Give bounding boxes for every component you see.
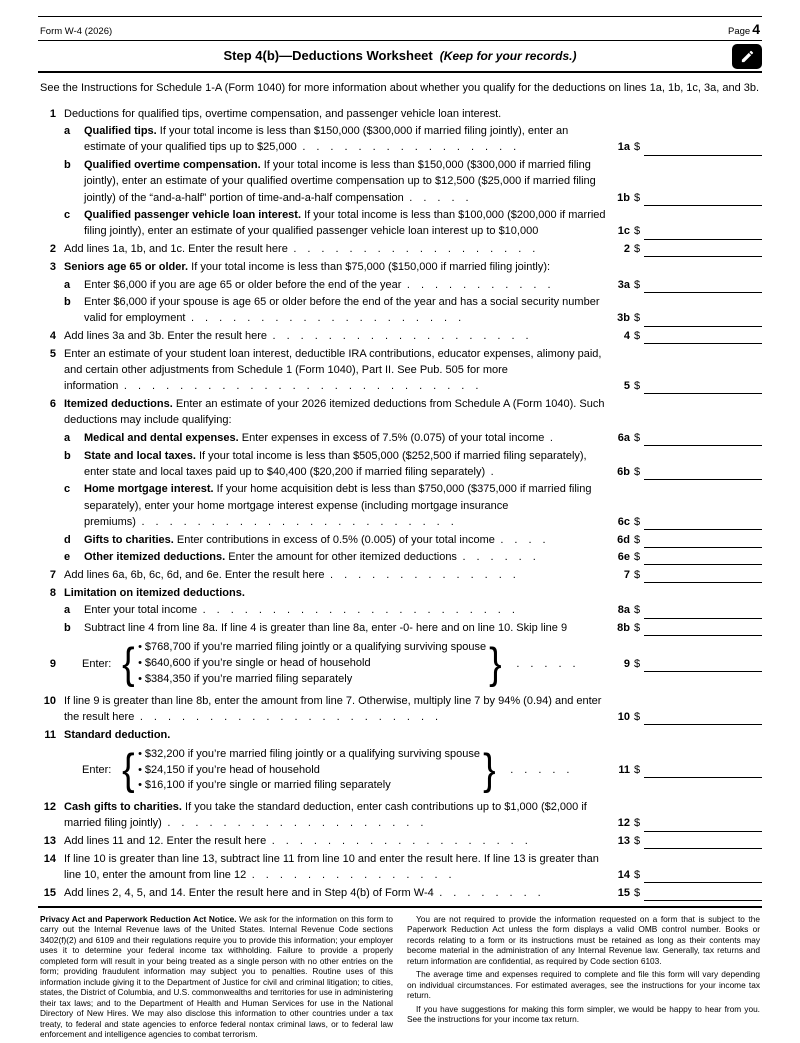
page-number: 4 [752,21,760,37]
line-number: 1 [49,107,56,120]
line-letter: b [64,296,71,309]
amount-field-15[interactable] [644,887,762,901]
dollar-sign: $ [633,225,641,238]
line-letter: c [64,483,71,496]
entry-cell-6b [608,464,762,480]
line-letter: a [64,278,71,291]
worksheet-row-7 [38,567,762,583]
amount-field-6c[interactable] [644,516,762,530]
entry-line-label: 9 [623,657,630,670]
brace-flex [64,746,608,795]
line-text: Add lines 11 and 12. Enter the result here . . . . . . . . . . . . . . . . . . . [64,835,528,848]
line-number: 5 [49,347,56,360]
entry-cell-12 [608,816,762,832]
line-number [38,448,64,480]
option-item [138,763,480,779]
worksheet-row-a [38,430,762,446]
dollar-sign: $ [633,141,641,154]
worksheet-row-b [38,157,762,206]
line-lead-bold: Medical and dental expenses. [84,431,239,444]
line-text: State and local taxes. If your total income is less than $505,000 ($252,500 if married filing separately), enter state and local taxes paid up to $40,400 ($20,200 if married filing separately) . [84,449,587,478]
entry-line-label: 11 [618,764,630,777]
dollar-sign: $ [633,764,641,777]
line-letter: e [64,551,71,564]
worksheet-row-1 [38,106,762,122]
dollar-sign: $ [633,835,641,848]
entry-cell-2 [608,241,762,257]
worksheet-row-3 [38,259,762,275]
line-lead-bold: Itemized deductions. [64,397,173,410]
line-number: 15 [43,886,56,899]
dot-leader: . . . . . . . . [433,886,541,899]
line-letter: a [64,604,71,617]
entry-line-label: 10 [617,710,630,723]
option-list [136,639,488,688]
line-text: Enter your total income . . . . . . . . . . . . . . . . . . . . . . . [84,604,515,617]
line-number [38,294,64,326]
bullet-icon: • [138,747,142,760]
amount-field-5[interactable] [644,380,762,394]
worksheet-row-2 [38,241,762,257]
worksheet-row-5 [38,346,762,395]
dot-leader: . . . . . . . . . . . . . . . . . . [287,243,536,256]
line-lead-bold: Other itemized deductions. [84,551,226,564]
line-text: Home mortgage interest. If your home acquisition debt is less than $750,000 ($375,000 if married filing separately), enter your home mortgage interest expense (including mortgage insurance premiums) . . . . . . . . . . . . . . . . . . . . . . . [84,483,592,528]
line-lead-bold: State and local taxes. [84,449,196,462]
amount-field-3a[interactable] [644,279,762,293]
worksheet-row-e [38,549,762,565]
line-number [38,549,64,565]
line-lead-bold: Qualified overtime compensation. [84,159,261,172]
entry-line-label: 6b [617,465,630,478]
line-text: Add lines 1a, 1b, and 1c. Enter the result here . . . . . . . . . . . . . . . . . . [64,243,536,256]
line-lead-bold: Gifts to charities. [84,533,174,546]
line-text [64,585,608,601]
entry-line-label: 14 [617,869,630,881]
dot-leader: . . . . . [510,657,576,670]
close-brace: } [489,638,502,688]
line-number: 14 [43,852,56,865]
entry-line-label: 6e [617,551,630,564]
line-number [38,277,64,293]
entry-cell-empty [608,412,762,428]
option-text: $768,700 if you’re married filing jointly or a qualifying surviving spouse [144,641,487,654]
option-text: $32,200 if you’re married filing jointly or a qualifying surviving spouse [144,747,480,760]
line-text: Itemized deductions. Enter an estimate of your 2026 itemized deductions from Schedule A (Form 1040). Such deductions may include qualifying: [64,397,605,427]
dollar-sign: $ [633,330,641,343]
option-text: $640,600 if you’re single or head of household [144,657,371,670]
option-text: $16,100 if you’re single or married filing separately [144,779,391,792]
page-word: Page [728,26,751,37]
amount-field-8a[interactable] [644,605,762,619]
brace-block [64,746,608,795]
dollar-sign: $ [633,278,641,291]
worksheet-row-c [38,207,762,239]
line-text: Add lines 3a and 3b. Enter the result here . . . . . . . . . . . . . . . . . . . [64,330,529,343]
dot-leader: . [485,465,494,478]
line-number [38,602,64,618]
entry-cell-14 [608,867,762,883]
time-estimate-paragraph: The average time and expenses required to complete and file this form will vary depending on individual circumstances. For estimated averages, see the instructions for your income tax return. [407,969,760,1001]
suggestions-paragraph: If you have suggestions for making this form simpler, we would be happy to hear from you. See the instructions for your income tax return. [407,1003,760,1025]
entry-line-label: 15 [617,886,630,899]
deductions-worksheet [38,104,762,901]
dollar-sign: $ [633,710,641,723]
bullet-icon: • [138,641,142,654]
bullet-icon: • [138,763,142,776]
entry-cell-15 [608,885,762,901]
line-number [38,207,64,239]
line-number: 6 [49,397,56,410]
line-text: Add lines 2, 4, 5, and 14. Enter the result here and in Step 4(b) of Form W-4 . . . . . . . . [64,886,541,899]
option-item [138,672,486,688]
dollar-sign: $ [633,869,641,881]
line-number: 8 [49,586,56,599]
intro-text: See the Instructions for Schedule 1-A (Form 1040) for more information about whether you qualify for the deductions on lines 1a, 1b, 1c, 3a, and 3b. [40,82,760,94]
line-letter: b [64,159,71,172]
entry-cell-9 [608,656,762,672]
amount-field-1b[interactable] [644,192,762,206]
entry-line-label: 4 [623,330,630,343]
line-number: 3 [49,260,56,273]
line-text: Seniors age 65 or older. If your total income is less than $75,000 ($150,000 if married filing jointly): [64,260,551,273]
entry-cell-10 [608,709,762,725]
paperwork-notice [407,914,760,1043]
dot-leader: . . . . . . . . . . . . . . . . . . . [161,817,424,830]
dollar-sign: $ [633,191,641,204]
privacy-notice-text: We ask for the information on this form to carry out the Internal Revenue laws of the United States. Internal Revenue Code sections 3402(f)(2) and 6109 and their regulations require you to provide this information; your employer uses it to determine your federal income tax withholding. Failure to provide a properly completed form will result in your being treated as a single person with no other entries on the form; providing fraudulent information may subject you to penalties. Routine uses of this information include giving it to the Department of Justice for civil and criminal litigation; to cities, states, the District of Columbia, and U.S. commonwealths and territories for use in administering their tax laws; and to the Department of Health and Human Services for use in the National Directory of New Hires. We may also disclose this information to other countries under a tax treaty, to federal and state agencies to enforce federal nontax criminal laws, or to federal law enforcement and intelligence agencies to combat terrorism. [40,913,393,1040]
entry-cell-11 [608,762,762,778]
worksheet-row-8 [38,585,762,601]
entry-cell-3a [608,277,762,293]
line-text: Enter an estimate of your student loan interest, deductible IRA contributions, educator expenses, alimony paid, and certain other adjustments from Schedule 1 (Form 1040), Part II. See Pub. 505 for more information . . . . . . . . . . . . . . . . . . . . . . . . . . [64,347,602,393]
line-text: Add lines 6a, 6b, 6c, 6d, and 6e. Enter the result here . . . . . . . . . . . . . . [64,568,516,581]
line-lead-bold: Cash gifts to charities. [64,801,182,814]
line-text: Subtract line 4 from line 8a. If line 4 is greater than line 8a, enter -0- here and on line 10. Skip line 9 [84,622,568,635]
dollar-sign: $ [633,431,641,444]
bullet-icon: • [138,779,142,792]
dollar-sign: $ [633,622,641,635]
dot-leader: . . . . . . . . . . . [401,278,551,291]
line-number: 2 [49,243,56,256]
entry-cell-6d [608,532,762,548]
worksheet-row-10 [38,693,762,725]
line-letter: b [64,449,71,462]
worksheet-title-note: (Keep for your records.) [439,49,577,63]
amount-field-13[interactable] [644,835,762,849]
worksheet-row-11 [38,727,762,743]
worksheet-row-b [38,448,762,480]
dollar-sign: $ [633,243,641,256]
entry-line-label: 13 [617,835,630,848]
entry-line-label: 5 [623,380,630,393]
line-lead-bold: Home mortgage interest. [84,483,214,496]
brace-flex [64,639,608,688]
amount-field-12[interactable] [644,818,762,832]
worksheet-row-4 [38,328,762,344]
worksheet-row-b [38,620,762,636]
pencil-icon [732,44,762,69]
worksheet-row-a [38,123,762,155]
entry-cell-6a [608,430,762,446]
line-number: 7 [49,568,56,581]
amount-field-9[interactable] [644,658,762,672]
worksheet-row-a [38,602,762,618]
line-number: 13 [43,835,56,848]
line-text [64,727,608,743]
dot-leader: . . . . . . . . . . . . . . . . . . . . . . . [197,604,515,617]
line-number: 4 [49,330,56,343]
privacy-notice [40,914,393,1043]
entry-line-label: 8a [617,604,630,617]
entry-line-label: 1c [617,225,630,238]
dot-leader: . . . . . [403,191,469,204]
line-text: Enter $6,000 if you are age 65 or older before the end of the year . . . . . . . . . . . [84,278,551,291]
dot-leader: . . . . . . . . . . . . . . . [246,869,452,881]
enter-label: Enter: [82,657,112,670]
worksheet-title: Step 4(b)—Deductions Worksheet [223,48,433,63]
dollar-sign: $ [633,604,641,617]
entry-cell-8b [608,620,762,636]
entry-cell-7 [608,567,762,583]
entry-line-label: 1b [617,191,630,204]
line-lead-bold: Standard deduction. [64,728,171,741]
line-number [38,620,64,636]
paperwork-paragraph: You are not required to provide the information requested on a form that is subject to the Paperwork Reduction Act unless the form displays a valid OMB control number. Books or records relating to a form or its instructions must be retained as long as their contents may become material in the administration of any Internal Revenue law. Generally, tax returns and return information are confidential, as required by Code section 6103. [407,913,760,966]
line-lead-bold: Seniors age 65 or older. [64,260,189,273]
line-number: 12 [43,801,56,814]
entry-cell-5 [608,378,762,394]
option-item [138,778,480,794]
line-letter: d [64,533,71,546]
line-letter: a [64,431,71,444]
entry-cell-6e [608,549,762,565]
entry-cell-1a [608,140,762,156]
dollar-sign: $ [633,817,641,830]
line-lead-bold: Qualified tips. [84,125,157,138]
amount-field-11[interactable] [644,764,762,778]
entry-line-label: 3b [617,312,630,325]
dollar-sign: $ [633,533,641,546]
line-letter: a [64,125,71,138]
line-text: If line 10 is greater than line 13, subtract line 11 from line 10 and enter the result here. If line 13 is greater than line 10, enter the amount from line 12 . . . . . . . . . . . . . . . [64,852,599,881]
bullet-icon: • [138,672,142,685]
option-item [138,747,480,763]
worksheet-row-a [38,277,762,293]
line-text: Gifts to charities. Enter contributions in excess of 0.5% (0.005) of your total income . . . . [84,533,546,546]
entry-cell-1c [608,224,762,240]
open-brace: { [122,638,135,688]
amount-field-6a[interactable] [644,432,762,446]
entry-line-label: 6d [617,533,630,546]
amount-field-6e[interactable] [644,551,762,565]
worksheet-row-14 [38,851,762,883]
worksheet-row-c [38,481,762,530]
entry-cell-empty [608,727,762,743]
brace-block [64,639,608,688]
amount-field-8b[interactable] [644,622,762,636]
amount-field-6b[interactable] [644,466,762,480]
line-text: Other itemized deductions. Enter the amount for other itemized deductions . . . . . . [84,551,536,564]
line-text: Qualified tips. If your total income is less than $150,000 ($300,000 if married filing jointly), enter an estimate of your qualified tips up to $25,000 . . . . . . . . . . . . . . . . [84,125,569,154]
line-letter: c [64,209,71,222]
line-text: Medical and dental expenses. Enter expenses in excess of 7.5% (0.075) of your total income . [84,431,553,444]
line-lead-bold: Qualified passenger vehicle loan interest. [84,209,302,222]
dollar-sign: $ [633,551,641,564]
line-number [38,123,64,155]
entry-cell-3b [608,311,762,327]
option-text: $384,350 if you’re married filing separately [144,672,353,685]
page-indicator [728,21,760,37]
dot-leader: . . . . . . . . . . . . . . . . . . . . . . . [135,515,454,528]
privacy-notice-paragraph [40,914,393,1040]
entry-line-label: 1a [617,141,630,154]
dot-leader: . . . . [494,533,546,546]
worksheet-row-b [38,294,762,326]
line-letter: b [64,622,71,635]
amount-field-6d[interactable] [644,534,762,548]
dollar-sign: $ [633,515,641,528]
line-text: If line 9 is greater than line 8b, enter the amount from line 7. Otherwise, multiply line 7 by 94% (0.94) and enter the result here . . . . . . . . . . . . . . . . . . . . . . [64,694,602,723]
worksheet-row-23 [38,746,762,795]
worksheet-row-13 [38,833,762,849]
option-text: $24,150 if you’re head of household [144,763,320,776]
open-brace: { [122,745,135,795]
close-brace: } [483,745,496,795]
page-header [38,17,762,40]
dot-leader: . . . . . . . . . . . . . . . . . . . [267,330,529,343]
entry-line-label: 6a [617,431,630,444]
dollar-sign: $ [633,465,641,478]
amount-field-1a[interactable] [644,142,762,156]
entry-line-label: 6c [617,515,630,528]
amount-field-2[interactable] [644,243,762,257]
dot-leader: . [544,431,553,444]
footer [38,906,762,1043]
amount-field-10[interactable] [644,711,762,725]
worksheet-row-6 [38,396,762,428]
option-item [138,656,486,672]
dot-leader: . . . . . . [456,551,536,564]
line-number: 9 [49,657,56,670]
amount-field-14[interactable] [644,869,762,883]
worksheet-row-d [38,532,762,548]
line-text: Cash gifts to charities. If you take the standard deduction, enter cash contributions up to $1,000 ($2,000 if married filing jointly) . . . . . . . . . . . . . . . . . . . [64,801,587,830]
dot-leader: . . . . . [504,764,570,777]
entry-cell-empty [608,106,762,122]
entry-line-label: 8b [617,622,630,635]
line-text: Enter $6,000 if your spouse is age 65 or older before the end of the year and has a social security number valid for employment . . . . . . . . . . . . . . . . . . . . [84,296,600,325]
entry-cell-1b [608,190,762,206]
line-number [38,481,64,530]
dot-leader: . . . . . . . . . . . . . . . . . . . . [185,312,462,325]
dot-leader: . . . . . . . . . . . . . . . . . . . [266,835,528,848]
entry-cell-6c [608,514,762,530]
dollar-sign: $ [633,657,641,670]
worksheet-row-15 [38,885,762,901]
entry-line-label: 12 [617,817,630,830]
option-list [136,746,482,795]
line-lead-bold: Limitation on itemized deductions. [64,586,245,599]
dot-leader: . . . . . . . . . . . . . . . . . . . . . . [134,710,439,723]
amount-field-4[interactable] [644,330,762,344]
enter-label: Enter: [82,764,112,777]
form-id: Form W-4 (2026) [40,26,113,37]
entry-cell-13 [608,833,762,849]
line-text: Qualified passenger vehicle loan interest. If your total income is less than $100,000 ($200,000 if married filing jointly), enter an estimate of your qualified passenger vehicle loan interest up to $10,000 [84,209,606,238]
amount-field-1c[interactable] [644,226,762,240]
line-number [38,157,64,206]
entry-cell-empty [608,585,762,601]
line-text: Qualified overtime compensation. If your total income is less than $150,000 ($300,000 if married filing jointly), enter an estimate of your qualified overtime compensation up to $12,500 ($25,000 if married filing jointly) of the “and-a-half” portion of time-and-a-half compensation . . . . . [84,159,596,204]
entry-cell-4 [608,328,762,344]
entry-line-label: 3a [617,278,630,291]
entry-cell-empty [608,259,762,275]
dollar-sign: $ [633,886,641,899]
entry-line-label: 7 [623,568,630,581]
option-item [138,640,486,656]
dollar-sign: $ [633,380,641,393]
dot-leader: . . . . . . . . . . . . . . [324,568,516,581]
dot-leader: . . . . . . . . . . . . . . . . . . . . . . . . . . [118,380,479,393]
amount-field-7[interactable] [644,569,762,583]
entry-cell-8a [608,603,762,619]
worksheet-row-9 [38,639,762,688]
line-number: 10 [43,694,56,707]
line-number [38,532,64,548]
dot-leader: . . . . . . . . . . . . . . . . [296,141,517,154]
privacy-notice-title: Privacy Act and Paperwork Reduction Act Notice. [40,913,237,924]
entry-line-label: 2 [623,243,630,256]
line-text: Deductions for qualified tips, overtime compensation, and passenger vehicle loan interest. [64,107,502,120]
line-number [38,430,64,446]
bullet-icon: • [138,657,142,670]
dollar-sign: $ [633,568,641,581]
worksheet-row-12 [38,799,762,831]
line-number: 11 [44,728,56,741]
dollar-sign: $ [633,312,641,325]
worksheet-title-bar [38,40,762,73]
amount-field-3b[interactable] [644,313,762,327]
